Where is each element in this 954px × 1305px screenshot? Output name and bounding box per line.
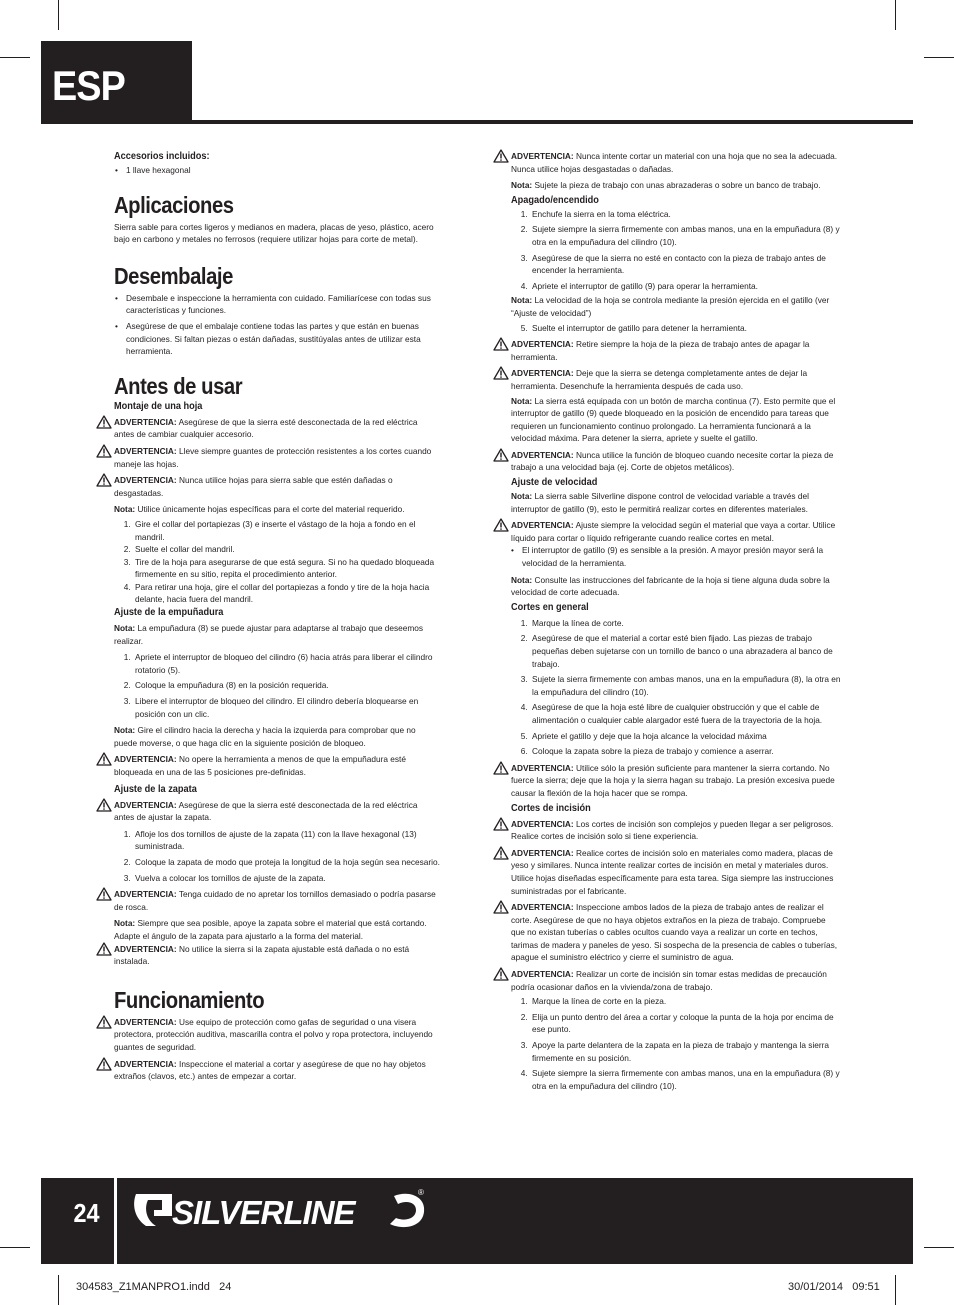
warning-paragraph [114,445,440,470]
slug-date: 30/01/2014 09:51 [788,1281,880,1293]
warning-text: Realizar un corte de incisión sin tomar estas medidas de precaución podría ocasionar daños en la vivienda/zona de trabajo. [511,969,827,992]
step-item: 4. Asegúrese de que la hoja esté libre de cualquier obstrucción y que el cable de alimentación o cualquier cable alargador esté fuera de la trayectoria de la hoja. [530,701,841,726]
warning-icon [96,752,112,766]
warning-label: ADVERTENCIA: [114,1058,177,1069]
step-item: 2. Suelte el collar del mandril. [133,543,440,556]
velocidad-list [511,544,841,569]
velocidad-heading: Ajuste de velocidad [511,477,598,489]
accessories-heading: Accesorios incluidos: [114,151,210,162]
slug-filename: 304583_Z1MANPRO1.indd 24 [76,1281,232,1293]
step-item: 3. Libere el interruptor de bloqueo del cilindro. El cilindro debería bloquearse en posición con un clic. [133,695,440,720]
warning-paragraph [511,818,841,843]
warning-label: ADVERTENCIA: [511,151,574,161]
note-paragraph [114,622,440,647]
registered-mark: ® [418,1188,424,1197]
warning-paragraph [114,799,440,824]
step-item: 2. Sujete siempre la sierra firmemente con ambas manos, una en la empuñadura (8) y otra en la empuñadura del cilindro (10). [530,223,841,248]
section-title-antes-de-usar: Antes de usar [114,372,243,399]
note-paragraph [511,574,841,599]
warning-icon [96,1057,112,1071]
note-paragraph [114,724,440,749]
list-item: • El interruptor de gatillo (9) es sensible a la presión. A mayor presión mayor será la velocidad de la herramienta. [522,544,841,569]
silverline-logo [132,1186,432,1236]
note-paragraph [511,179,841,192]
montaje-steps [114,518,440,606]
warning-icon [493,846,509,860]
crop-mark [0,57,30,58]
note-paragraph [511,395,841,445]
note-text: La sierra está equipada con un botón de marcha continua (7). Esto permite que el interruptor de gatillo (9) quede bloqueado en la posición de encendido para tareas que requieren un funcionamiento continuo prolongado. La herramienta funcionará a la velocidad máxima. Para detener la sierra, apriete y suelte el gatillo. [511,395,836,444]
note-text: Consulte las instrucciones del fabricante de la hoja si tiene alguna duda sobre la velocidad de corte adecuada. [511,574,830,598]
note-text: Siempre que sea posible, apoye la zapata sobre el material que está cortando. Adapte el ángulo de la zapata para ajustarlo a la forma del material. [114,918,427,941]
note-label: Nota: [511,574,533,585]
step-item: 1. Gire el collar del portapiezas (3) e inserte el vástago de la hoja a fondo en el mandril. [133,518,440,543]
note-label: Nota: [511,180,533,191]
step-item: 4. Sujete siempre la sierra firmemente con ambas manos, una en la empuñadura (8) y otra en la empuñadura del cilindro (10). [530,1067,841,1092]
warning-icon [493,518,509,532]
step-item: 3. Vuelva a colocar los tornillos de ajuste de la zapata. [133,872,440,885]
warning-text: Lleve siempre guantes de protección resistentes a los cortes cuando maneje las hojas. [114,445,432,469]
warning-text: Ajuste siempre la velocidad según el material que vaya a cortar. Utilice líquido para cortar o líquido refrigerante cuando realice cortes en metal. [511,520,836,543]
step-item: 4. Apriete el interruptor de gatillo (9) para operar la herramienta. [530,280,841,293]
zapata-steps [114,828,440,884]
left-column [114,150,440,1083]
warning-paragraph [114,753,440,778]
warning-icon [493,900,509,914]
warning-text: Tenga cuidado de no apretar los tornillos demasiado o podría pasarse de rosca. [114,889,436,912]
warning-label: ADVERTENCIA: [511,847,574,858]
empunadura-steps [114,651,440,720]
step-item: 1. Enchufe la sierra en la toma eléctrica. [530,208,841,221]
section-title-funcionamiento: Funcionamiento [114,986,265,1013]
warning-label: ADVERTENCIA: [114,1016,177,1027]
warning-paragraph [511,367,841,392]
step-item: 2. Coloque la zapata de modo que proteja la longitud de la hoja según sea necesario. [133,856,440,869]
step-item: 1. Afloje los dos tornillos de ajuste de la zapata (11) con la llave hexagonal (13) suministrada. [133,828,440,853]
warning-icon [96,887,112,901]
header-rule [41,120,913,124]
crop-mark [895,0,896,30]
step-item: 1. Marque la línea de corte en la pieza. [530,995,841,1008]
note-paragraph [114,917,440,942]
crop-mark [895,1275,896,1305]
warning-icon [96,942,112,956]
step-item: 1. Marque la línea de corte. [530,617,841,630]
warning-label: ADVERTENCIA: [114,754,177,765]
cortes-incision-heading: Cortes de incisión [511,802,591,814]
warning-label: ADVERTENCIA: [114,475,177,486]
warning-text: No utilice la sierra si la zapata ajustable está dañada o no está instalada. [114,943,410,967]
step-item: 2. Elija un punto dentro del área a cortar y coloque la punta de la hoja por encima de ese punto. [530,1011,841,1036]
warning-paragraph [114,888,440,913]
accessories-list [114,164,440,177]
warning-icon [493,337,509,351]
warning-text: No opere la herramienta a menos de que la empuñadura esté bloqueada en una de las 5 posiciones pre-definidas. [114,754,406,777]
montaje-heading: Montaje de una hoja [114,400,203,412]
desembalaje-list [114,292,440,358]
step-item: 1. Apriete el interruptor de bloqueo del cilindro (6) hacia atrás para liberar el cilindro rotatorio (5). [133,651,440,676]
warning-text: Retire siempre la hoja de la pieza de trabajo antes de apagar la herramienta. [511,339,810,362]
crop-mark [0,1247,30,1248]
warning-text: Los cortes de incisión son complejos y pueden llegar a ser peligrosos. Realice cortes de incisión solo si tiene experiencia. [511,818,834,842]
language-label: ESP [52,62,125,109]
warning-text: Utilice sólo la presión suficiente para mantener la sierra cortando. No fuerce la sierra; deje que la hoja y la sierra hagan su trabajo. La presión excesiva puede causar la flexión de la hoja hacer que se rompa. [511,762,835,798]
section-title-aplicaciones: Aplicaciones [114,191,234,218]
apagado-steps [511,208,841,293]
warning-paragraph [511,150,841,175]
warning-text: Asegúrese de que la sierra esté desconectada de la red eléctrica antes de cambiar cualquier accesorio. [114,416,418,440]
step-item: 3. Tire de la hoja para asegurarse de que está segura. Si no ha quedado bloqueada firmemente en su sitio, repita el procedimiento anterior. [133,556,440,581]
warning-label: ADVERTENCIA: [114,889,177,900]
warning-icon [493,448,509,462]
warning-text: Asegúrese de que la sierra esté desconectada de la red eléctrica antes de ajustar la zapata. [114,799,418,823]
warning-label: ADVERTENCIA: [114,799,177,810]
warning-icon [493,761,509,775]
note-text: La velocidad de la hoja se controla mediante la presión ejercida en el gatillo (ver “Ajuste de velocidad”) [511,295,830,318]
warning-text: Nunca utilice la función de bloqueo cuando necesite cortar la pieza de trabajo a una velocidad baja (ej. Corte de objetos metálicos). [511,449,834,473]
note-text: Sujete la pieza de trabajo con unas abrazaderas o sobre un banco de trabajo. [534,180,821,191]
warning-text: Deje que la sierra se detenga completamente antes de dejar la herramienta. Desenchufe la herramienta después de cada uso. [511,368,808,391]
footer-divider [114,1178,117,1264]
warning-paragraph [114,1016,440,1054]
warning-icon [96,415,112,429]
warning-label: ADVERTENCIA: [114,445,177,456]
right-column [511,150,841,1092]
note-label: Nota: [114,918,136,929]
warning-text: Nunca utilice hojas para sierra sable que estén dañadas o desgastadas. [114,475,393,498]
step-item: 3. Sujete la sierra firmemente con ambas manos, una en la empuñadura (8), la otra en la empuñadura del cilindro (10). [530,673,841,698]
aplicaciones-text: Sierra sable para cortes ligeros y medianos en madera, placas de yeso, plástico, acero bajo en carbono y metales no ferrosos (requiere utilizar hojas para corte de metal). [114,221,434,245]
warning-label: ADVERTENCIA: [511,449,574,460]
warning-paragraph [511,338,841,363]
warning-paragraph [511,901,841,964]
warning-icon [493,817,509,831]
warning-text: Inspeccione el material a cortar y asegúrese de que no hay objetos extraños (clavos, etc.) antes de empezar a cortar. [114,1058,426,1082]
page-number: 24 [73,1198,100,1228]
warning-label: ADVERTENCIA: [511,520,574,531]
apagado-heading: Apagado/encendido [511,194,599,206]
step-item: 2. Asegúrese de que el material a cortar esté bien fijado. Las piezas de trabajo pequeñas deben sujetarse con un tornillo de banco o una abrazadera al banco de trabajo. [530,632,841,670]
warning-icon [96,473,112,487]
cortes-incision-steps [511,995,841,1092]
warning-icon [96,798,112,812]
warning-label: ADVERTENCIA: [511,969,574,980]
warning-text: Realice cortes de incisión solo en materiales como madera, placas de yeso y similares. Nunca intente realizar cortes de incisión en metal y materiales duros. Utilice hojas diseñadas específicamente para esta tarea. Siga siempre las instrucciones suministradas por el fabricante. [511,847,834,896]
note-paragraph [114,503,440,516]
note-label: Nota: [114,725,136,736]
warning-icon [96,444,112,458]
warning-label: ADVERTENCIA: [114,416,177,427]
note-label: Nota: [114,623,136,634]
step-item: 3. Asegúrese de que la sierra no esté en contacto con la pieza de trabajo antes de encender la herramienta. [530,252,841,277]
list-item: • Asegúrese de que el embalaje contiene todas las partes y que están en buenas condiciones. Si faltan piezas o están dañadas, sustitúyalas antes de utilizar esta herramienta. [126,320,440,358]
list-item: • Desembale e inspeccione la herramienta con cuidado. Familiarícese con todas sus características y funciones. [126,292,440,317]
warning-paragraph [114,943,440,968]
warning-paragraph [511,762,841,800]
list-item: • 1 llave hexagonal [126,164,440,177]
zapata-heading: Ajuste de la zapata [114,783,197,795]
brand-wordmark: SILVERLINE [172,1194,355,1231]
note-text: Utilice únicamente hojas específicas para el corte del material requerido. [137,504,405,515]
note-text: Gire el cilindro hacia la derecha y hacia la izquierda para comprobar que no puede moverse, o que haga clic en la siguiente posición de bloqueo. [114,725,416,748]
warning-text: Inspeccione ambos lados de la pieza de trabajo antes de realizar el corte. Asegúrese de que no haya objetos extraños en la pieza de trabajo. Compruebe que no existan tuberías o cables ocultos cuando vaya a realizar un corte en techos, tarimas de madera y paneles de yeso. Si sospecha de la presencia de cables o tuberías, apague el suministro eléctrico y cierre el suministro de agua. [511,902,838,963]
warning-label: ADVERTENCIA: [511,368,574,379]
warning-paragraph [511,847,841,897]
step-item: 2. Coloque la empuñadura (8) en la posición requerida. [133,679,440,692]
warning-label: ADVERTENCIA: [511,762,574,773]
warning-label: ADVERTENCIA: [511,818,574,829]
warning-paragraph [114,474,440,499]
crop-mark [58,1275,59,1305]
crop-mark [58,0,59,30]
note-paragraph [511,490,841,515]
warning-text: Use equipo de protección como gafas de seguridad o una visera protectora, protección auditiva, mascarilla contra el polvo y ropa protectora, incluyendo guantes de seguridad. [114,1016,433,1052]
empunadura-heading: Ajuste de la empuñadura [114,607,224,619]
section-title-desembalaje: Desembalaje [114,262,233,289]
warning-text: Nunca intente cortar un material con una hoja que no sea la adecuada. Nunca utilice hojas desgastadas o dañadas. [511,151,838,174]
note-label: Nota: [114,504,136,515]
step-item: 5. Apriete el gatillo y deje que la hoja alcance la velocidad máxima [530,730,841,743]
step-item: 4. Para retirar una hoja, gire el collar del portapiezas a fondo y tire de la hoja hacia delante, hacia fuera del mandril. [133,581,440,606]
warning-icon [96,1015,112,1029]
note-label: Nota: [511,395,533,406]
apagado-steps-cont [511,322,841,335]
step-item: 6. Coloque la zapata sobre la pieza de trabajo y comience a aserrar. [530,745,841,758]
note-label: Nota: [511,295,533,306]
note-label: Nota: [511,491,533,502]
warning-paragraph [114,1058,440,1083]
warning-label: ADVERTENCIA: [114,943,177,954]
warning-paragraph [114,416,440,441]
step-item: 3. Apoye la parte delantera de la zapata en la pieza de trabajo y mantenga la sierra firmemente en su posición. [530,1039,841,1064]
note-paragraph [511,294,841,319]
warning-icon [493,967,509,981]
warning-paragraph [511,968,841,993]
crop-mark [924,1247,954,1248]
note-text: La empuñadura (8) se puede ajustar para adaptarse al trabajo que deseemos realizar. [114,623,424,646]
crop-mark [924,57,954,58]
note-text: La sierra sable Silverline dispone control de velocidad variable a través del interruptor de gatillo (9), esto le permitirá realizar cortes en diferentes materiales. [511,491,809,514]
step-item: 5. Suelte el interruptor de gatillo para detener la herramienta. [530,322,841,335]
cortes-general-heading: Cortes en general [511,601,589,613]
warning-paragraph [511,449,841,474]
warning-label: ADVERTENCIA: [511,902,574,913]
warning-label: ADVERTENCIA: [511,339,574,350]
warning-icon [493,149,509,163]
warning-paragraph [511,519,841,544]
warning-icon [493,366,509,380]
cortes-general-steps [511,617,841,758]
